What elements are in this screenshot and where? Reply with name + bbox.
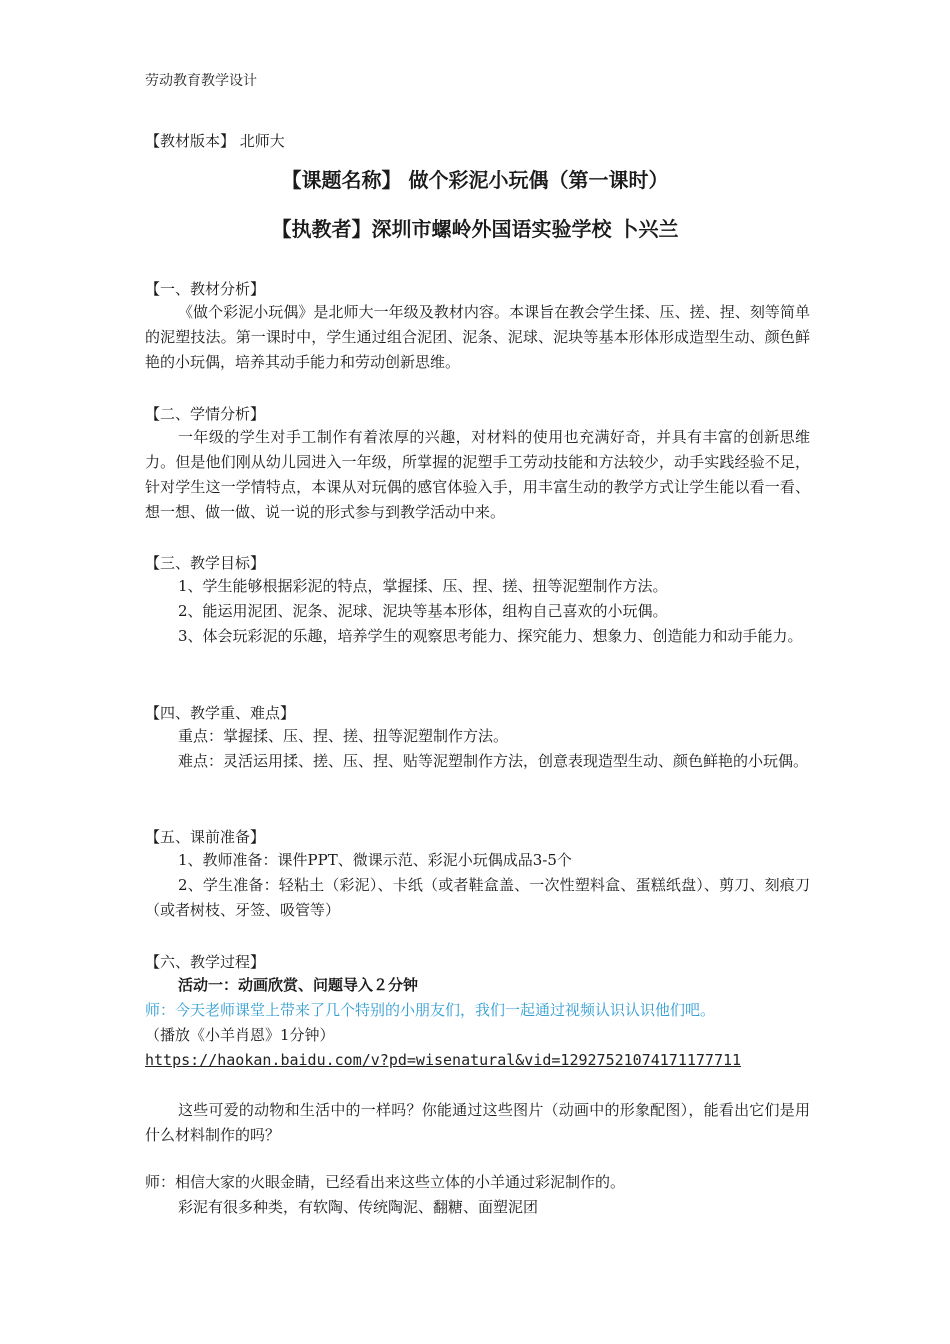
preparation-item: 1、教师准备：课件PPT、微课示范、彩泥小玩偶成品3-5个	[178, 851, 572, 869]
material-analysis-text: 《做个彩泥小玩偶》是北师大一年级及教材内容。本课旨在教会学生揉、压、搓、捏、刻等简单的泥塑技法。第一课时中，学生通过组合泥团、泥条、泥球、泥块等基本形体形成造型生动、颜色鲜艳的小玩偶，培养其动手能力和劳动创新思维。	[145, 303, 810, 371]
objective-item: 3、体会玩彩泥的乐趣，培养学生的观察思考能力、探究能力、想象力、创造能力和动手能力。	[178, 627, 803, 645]
section-heading-key-points: 【四、教学重、难点】	[145, 704, 296, 722]
objective-item: 2、能运用泥团、泥条、泥球、泥块等基本形体，组构自己喜欢的小玩偶。	[178, 602, 668, 620]
key-point-text: 重点：掌握揉、压、捏、搓、扭等泥塑制作方法。	[178, 727, 509, 745]
question-text: 这些可爱的动物和生活中的一样吗？你能通过这些图片（动画中的形象配图），能看出它们是用什么材料制作的吗？	[145, 1101, 810, 1144]
textbook-version: 【教材版本】 北师大	[145, 132, 285, 150]
teacher-title: 【执教者】深圳市螺岭外国语实验学校 卜兴兰	[271, 217, 679, 241]
play-video-note: （播放《小羊肖恩》1分钟）	[145, 1026, 335, 1044]
section-heading-process: 【六、教学过程】	[145, 953, 266, 971]
preparation-item: 2、学生准备：轻粘土（彩泥）、卡纸（或者鞋盒盖、一次性塑料盒、蛋糕纸盘）、剪刀、刻痕刀（或者树枝、牙签、吸管等）	[145, 876, 810, 919]
clay-types-text: 彩泥有很多种类，有软陶、传统陶泥、翻糖、面塑泥团	[178, 1198, 539, 1216]
learner-analysis-text: 一年级的学生对手工制作有着浓厚的兴趣，对材料的使用也充满好奇，并具有丰富的创新思维力。但是他们刚从幼儿园进入一年级，所掌握的泥塑手工劳动技能和方法较少，动手实践经验不足，针对学生这一学情特点，本课从对玩偶的感官体验入手，用丰富生动的教学方式让学生能以看一看、想一想、做一做、说一说的形式参与到教学活动中来。	[145, 428, 810, 521]
section-heading-learner: 【二、学情分析】	[145, 405, 266, 423]
objective-item: 1、学生能够根据彩泥的特点，掌握揉、压、捏、搓、扭等泥塑制作方法。	[178, 577, 668, 595]
video-link[interactable]: https://haokan.baidu.com/v?pd=wisenatural&vid=12927521074171177711	[145, 1051, 742, 1069]
teacher-line-blue: 师：今天老师课堂上带来了几个特别的小朋友们，我们一起通过视频认识认识他们吧。	[145, 1001, 716, 1019]
difficult-point-text: 难点：灵活运用揉、搓、压、捏、贴等泥塑制作方法，创意表现造型生动、颜色鲜艳的小玩偶。	[178, 752, 809, 770]
lesson-title: 【课题名称】 做个彩泥小玩偶（第一课时）	[281, 168, 669, 192]
running-header: 劳动教育教学设计	[145, 73, 257, 89]
section-heading-material: 【一、教材分析】	[145, 280, 266, 298]
section-heading-preparation: 【五、课前准备】	[145, 828, 266, 846]
section-heading-objectives: 【三、教学目标】	[145, 554, 266, 572]
teacher-line: 师：相信大家的火眼金睛，已经看出来这些立体的小羊通过彩泥制作的。	[145, 1173, 626, 1191]
activity-one-title: 活动一：动画欣赏、问题导入２分钟	[178, 976, 419, 994]
